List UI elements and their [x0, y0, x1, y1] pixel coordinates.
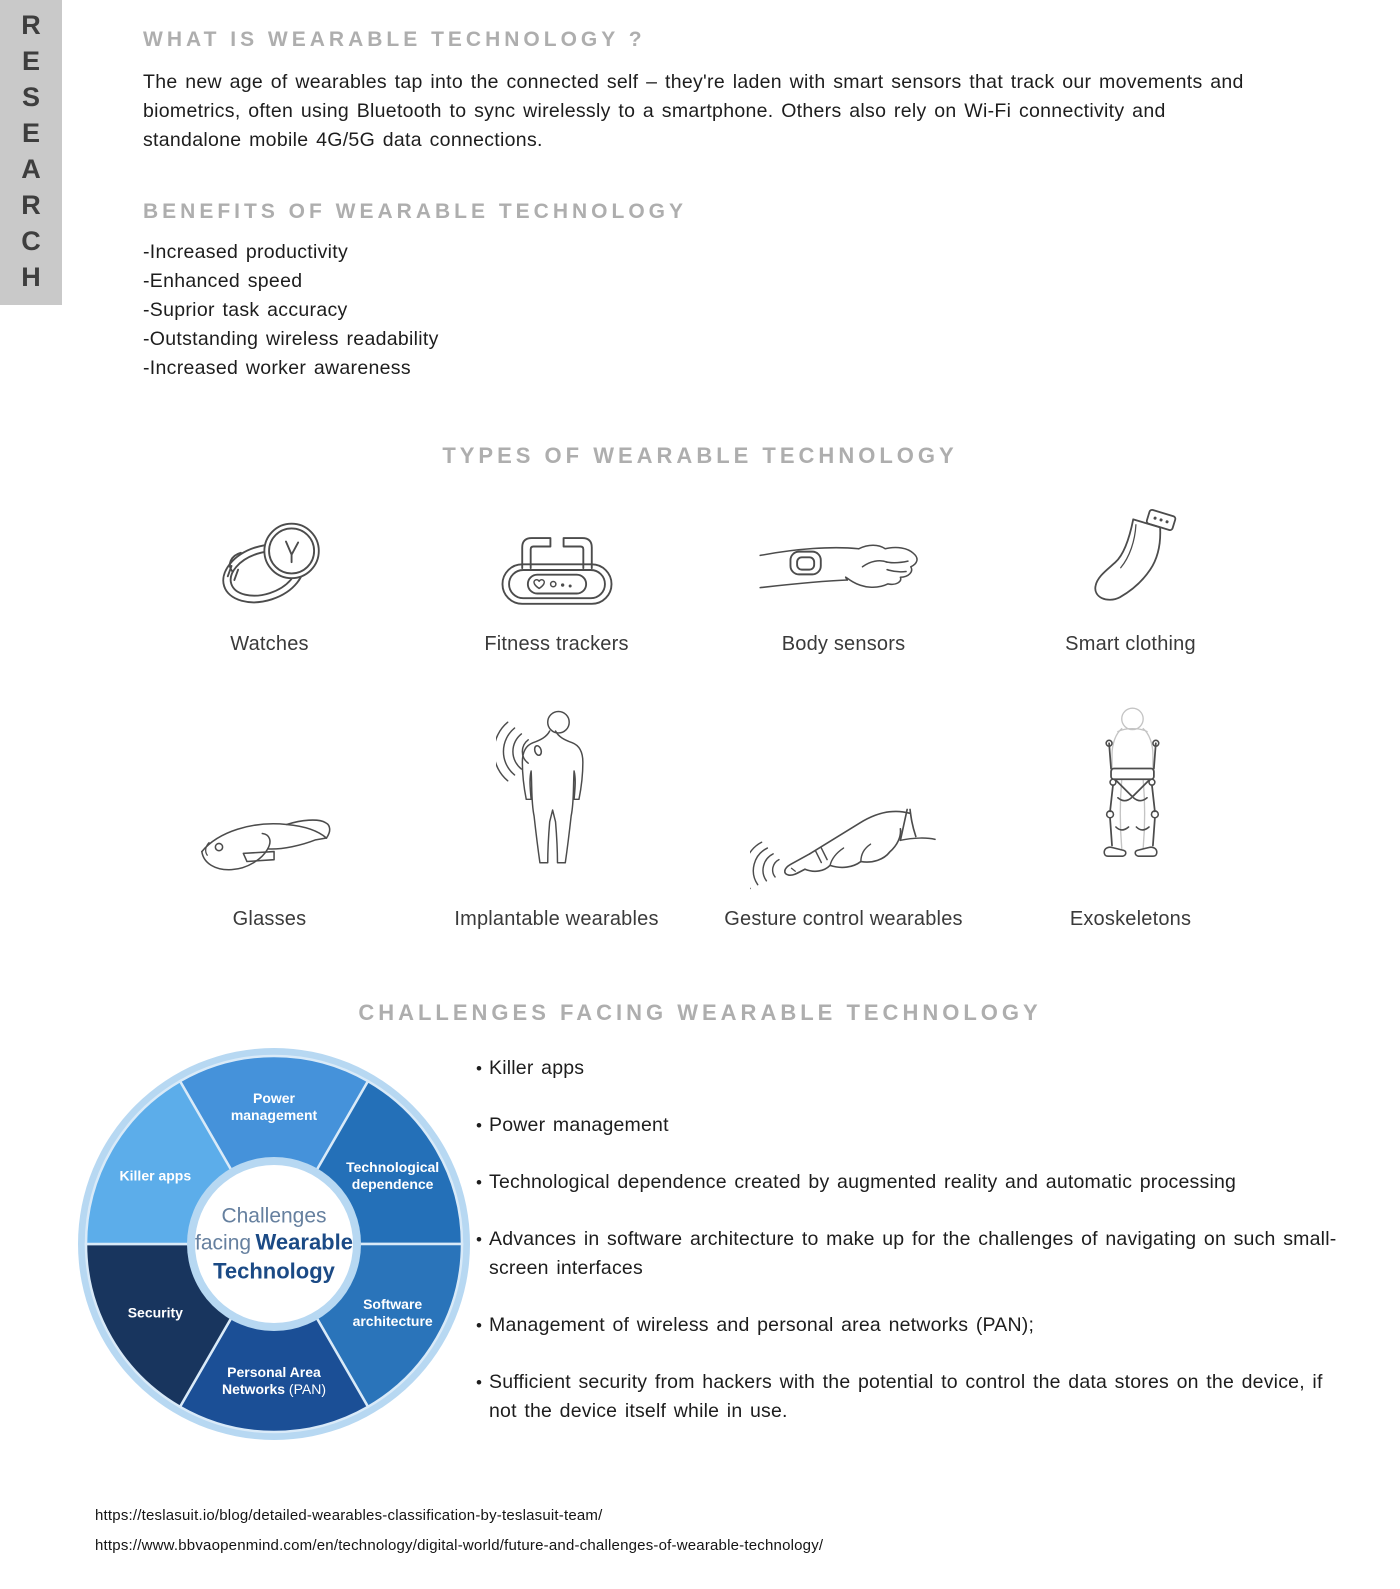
section-challenges	[0, 1000, 1400, 1026]
challenge-bullet: • Management of wireless and personal area networks (PAN);	[476, 1311, 1348, 1340]
challenge-bullet: • Advances in software architecture to make up for the challenges of navigating on such small-screen interfaces	[476, 1225, 1348, 1283]
donut-segment-label: Killer apps	[119, 1167, 192, 1183]
glasses-icon	[191, 794, 349, 892]
benefit-item: -Increased productivity	[143, 241, 349, 263]
fitness-tracker-icon-box	[486, 505, 628, 617]
donut-center-label	[195, 1204, 353, 1285]
benefit-item: -Outstanding wireless readability	[143, 328, 439, 350]
type-cell-fitness-trackers	[413, 505, 700, 656]
source-link-1: https://teslasuit.io/blog/detailed-wearables-classification-by-teslasuit-team/	[95, 1507, 603, 1524]
type-cell-implantable-wearables	[413, 680, 700, 931]
research-tab-letter: C	[21, 226, 41, 256]
challenges-donut-chart	[78, 1048, 470, 1440]
glasses-icon-box	[191, 680, 349, 892]
donut-segment-label: Security	[127, 1304, 183, 1320]
research-tab-letter: H	[21, 262, 41, 292]
type-cell-glasses	[126, 680, 413, 931]
challenges-heading: CHALLENGES FACING WEARABLE TECHNOLOGY	[358, 1000, 1042, 1025]
type-label: Watches	[230, 633, 309, 655]
benefit-item: -Suprior task accuracy	[143, 299, 348, 321]
benefit-item: -Enhanced speed	[143, 270, 303, 292]
challenges-list	[476, 1054, 1348, 1454]
donut-center-wearable: Wearable	[255, 1229, 353, 1255]
fitness-tracker-icon	[486, 523, 628, 617]
type-cell-exoskeletons	[987, 680, 1274, 931]
section-types	[0, 443, 1400, 931]
donut-segment-label: Technological dependence	[346, 1158, 440, 1192]
benefit-item: -Increased worker awareness	[143, 357, 411, 379]
gesture-control-icon	[750, 780, 938, 892]
research-tab-letter: R	[21, 10, 41, 40]
research-tab-letter: E	[21, 118, 40, 148]
smart-clothing-icon-box	[1079, 505, 1183, 617]
challenge-bullet: • Sufficient security from hackers with the potential to control the data stores on the device, if not the device itself while in use.	[476, 1368, 1348, 1426]
donut-center-facing: facing	[195, 1231, 252, 1255]
exoskeleton-icon	[1075, 687, 1187, 892]
benefits-list	[143, 238, 743, 383]
challenge-bullet: • Power management	[476, 1111, 1348, 1140]
source-links	[95, 1501, 823, 1561]
research-tab-letter: A	[21, 154, 41, 184]
types-row-1	[0, 505, 1400, 656]
type-label: Fitness trackers	[484, 633, 629, 655]
section-what-is	[143, 28, 1273, 155]
what-is-body: The new age of wearables tap into the connected self – they're laden with smart sensors that track our movements and biometrics, often using Bluetooth to sync wirelessly to a smartphone. Others also rely on Wi-Fi connectivity and standalone mobile 4G/5G data connections.	[143, 71, 1244, 151]
type-cell-watches	[126, 505, 413, 656]
type-label: Exoskeletons	[1069, 908, 1192, 930]
donut-center-technology: Technology	[213, 1258, 335, 1284]
gesture-control-icon-box	[750, 680, 938, 892]
type-cell-body-sensors	[700, 505, 987, 656]
watch-icon-box	[209, 505, 331, 617]
research-tab-letter: E	[21, 46, 40, 76]
watch-icon	[209, 513, 331, 617]
types-heading: TYPES OF WEARABLE TECHNOLOGY	[442, 443, 958, 468]
type-cell-smart-clothing	[987, 505, 1274, 656]
what-is-heading: WHAT IS WEARABLE TECHNOLOGY ?	[143, 28, 646, 51]
benefits-heading: BENEFITS OF WEARABLE TECHNOLOGY	[143, 200, 687, 223]
smart-clothing-icon	[1079, 505, 1183, 617]
research-tab-letter: S	[21, 82, 40, 112]
research-tab-letter: R	[21, 190, 41, 220]
source-link-2: https://www.bbvaopenmind.com/en/technology/digital-world/future-and-challenges-of-wearable-technology/	[95, 1537, 824, 1554]
type-label: Smart clothing	[1065, 633, 1196, 655]
type-label: Glasses	[232, 908, 307, 930]
donut-segment-label: Power management	[230, 1090, 318, 1123]
types-row-2	[0, 680, 1400, 931]
donut-segment-label: Personal Area Networks (PAN)	[222, 1364, 326, 1397]
body-sensor-icon	[755, 527, 933, 617]
challenge-bullet: • Technological dependence created by augmented reality and automatic processing	[476, 1168, 1348, 1197]
exoskeleton-icon-box	[1075, 680, 1187, 892]
research-tab	[0, 0, 62, 305]
type-label: Implantable wearables	[454, 908, 659, 930]
type-cell-gesture-control	[700, 680, 987, 931]
implantable-wearable-icon-box	[496, 680, 618, 892]
implantable-wearable-icon	[496, 692, 618, 892]
donut-segment-label: Software architecture	[352, 1295, 433, 1329]
type-label: Gesture control wearables	[724, 908, 963, 930]
type-label: Body sensors	[781, 633, 906, 655]
section-benefits	[143, 200, 743, 383]
donut-center-line1: Challenges	[221, 1204, 327, 1228]
body-sensor-icon-box	[755, 505, 933, 617]
challenge-bullet: • Killer apps	[476, 1054, 1348, 1083]
